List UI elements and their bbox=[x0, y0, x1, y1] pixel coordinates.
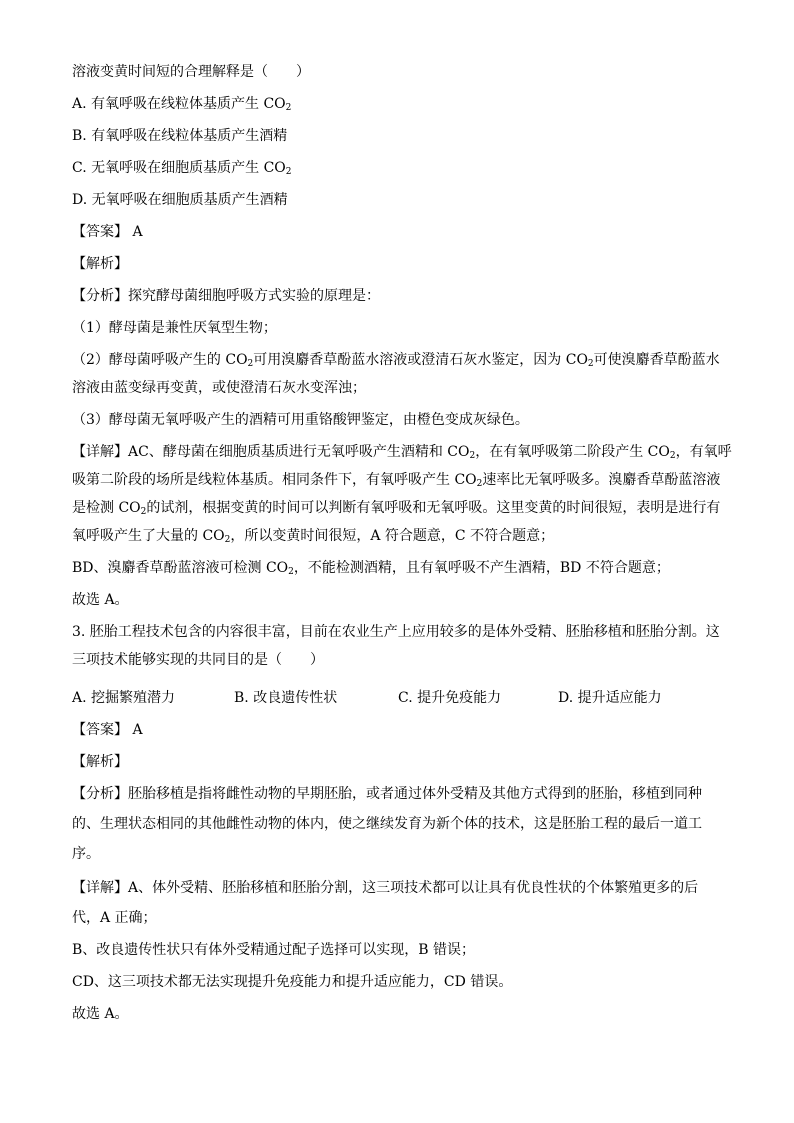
q3-analysis-heading: 【解析】 bbox=[72, 754, 128, 770]
q3-option-a: A. 挖掘繁殖潜力 bbox=[72, 690, 176, 706]
q3-detail-line-1: 【详解】A、体外受精、胚胎移植和胚胎分割，这三项技术都可以让具有优良性状的个体繁殖更多的后 bbox=[72, 880, 699, 896]
q3-option-c: C. 提升免疫能力 bbox=[398, 690, 502, 706]
q3-option-d: D. 提升适应能力 bbox=[558, 690, 662, 706]
option-b: B. 有氧呼吸在线粒体基质产生酒精 bbox=[72, 128, 288, 144]
question-3-stem-line-1: 3. 胚胎工程技术包含的内容很丰富，目前在农业生产上应用较多的是体外受精、胚胎移植和胚胎分割。这 bbox=[72, 624, 720, 640]
question-2-stem-tail: 溶液变黄时间短的合理解释是（ ） bbox=[72, 64, 310, 80]
q3-answer-line bbox=[72, 720, 143, 740]
option-c: C. 无氧呼吸在细胞质基质产生 $CO_2$ bbox=[72, 160, 292, 177]
detail-line-2: 吸第二阶段的场所是线粒体基质。相同条件下，有氧呼吸产生 $CO_2$速率比无氧呼吸多。溴麝香草酚蓝溶液 bbox=[72, 472, 721, 489]
answer-tag: 【答案】 bbox=[72, 224, 128, 240]
option-a: A. 有氧呼吸在线粒体基质产生 $CO_2$ bbox=[72, 96, 292, 113]
analysis-heading: 【解析】 bbox=[72, 256, 128, 272]
question-3-options bbox=[72, 688, 662, 708]
conclusion-q3: 故选 A。 bbox=[72, 1006, 129, 1022]
q3-detail-line-3: B、改良遗传性状只有体外受精通过配子选择可以实现，B 错误； bbox=[72, 942, 476, 958]
analysis-principle: 【分析】探究酵母菌细胞呼吸方式实验的原理是： bbox=[72, 288, 380, 304]
option-d: D. 无氧呼吸在细胞质基质产生酒精 bbox=[72, 192, 288, 208]
q3-detail-line-2: 代，A 正确； bbox=[72, 910, 157, 926]
question-3-stem-line-2: 三项技术能够实现的共同目的是（ ） bbox=[72, 652, 324, 668]
q3-analysis-line-1: 【分析】胚胎移植是指将雌性动物的早期胚胎，或者通过体外受精及其他方式得到的胚胎，移植到同种 bbox=[72, 786, 702, 802]
conclusion-q2: 故选 A。 bbox=[72, 592, 129, 608]
q3-analysis-line-3: 序。 bbox=[72, 846, 100, 862]
principle-2-line-1: （2）酵母菌呼吸产生的 $CO_2$可用溴麝香草酚蓝水溶液或澄清石灰水鉴定，因为 $CO_2$可使溴麝香草酚蓝水 bbox=[72, 352, 720, 369]
answer-value: A bbox=[132, 722, 143, 738]
q3-option-b: B. 改良遗传性状 bbox=[234, 690, 338, 706]
q3-analysis-line-2: 的、生理状态相同的其他雌性动物的体内，使之继续发育为新个体的技术，这是胚胎工程的最后一道工 bbox=[72, 816, 702, 832]
q3-detail-line-4: CD、这三项技术都无法实现提升免疫能力和提升适应能力，CD 错误。 bbox=[72, 974, 513, 990]
answer-tag: 【答案】 bbox=[72, 722, 128, 738]
principle-1: （1）酵母菌是兼性厌氧型生物； bbox=[72, 320, 277, 336]
detail-line-3: 是检测 $CO_2$的试剂，根据变黄的时间可以判断有氧呼吸和无氧呼吸。这里变黄的时间很短，表明是进行有 bbox=[72, 500, 721, 517]
answer-value: A bbox=[132, 224, 143, 240]
principle-3: （3）酵母菌无氧呼吸产生的酒精可用重铬酸钾鉴定，由橙色变成灰绿色。 bbox=[72, 412, 529, 428]
detail-line-5: BD、溴麝香草酚蓝溶液可检测 $CO_2$，不能检测酒精，且有氧呼吸不产生酒精，BD 不符合题意； bbox=[72, 560, 670, 577]
detail-line-1: 【详解】AC、酵母菌在细胞质基质进行无氧呼吸产生酒精和 $CO_2$，在有氧呼吸第二阶段产生 $CO_2$，有氧呼 bbox=[72, 444, 732, 461]
principle-2-line-2: 溶液由蓝变绿再变黄，或使澄清石灰水变浑浊； bbox=[72, 380, 366, 396]
detail-line-4: 氧呼吸产生了大量的 $CO_2$，所以变黄时间很短，A 符合题意，C 不符合题意； bbox=[72, 528, 555, 545]
answer-line bbox=[72, 222, 143, 242]
